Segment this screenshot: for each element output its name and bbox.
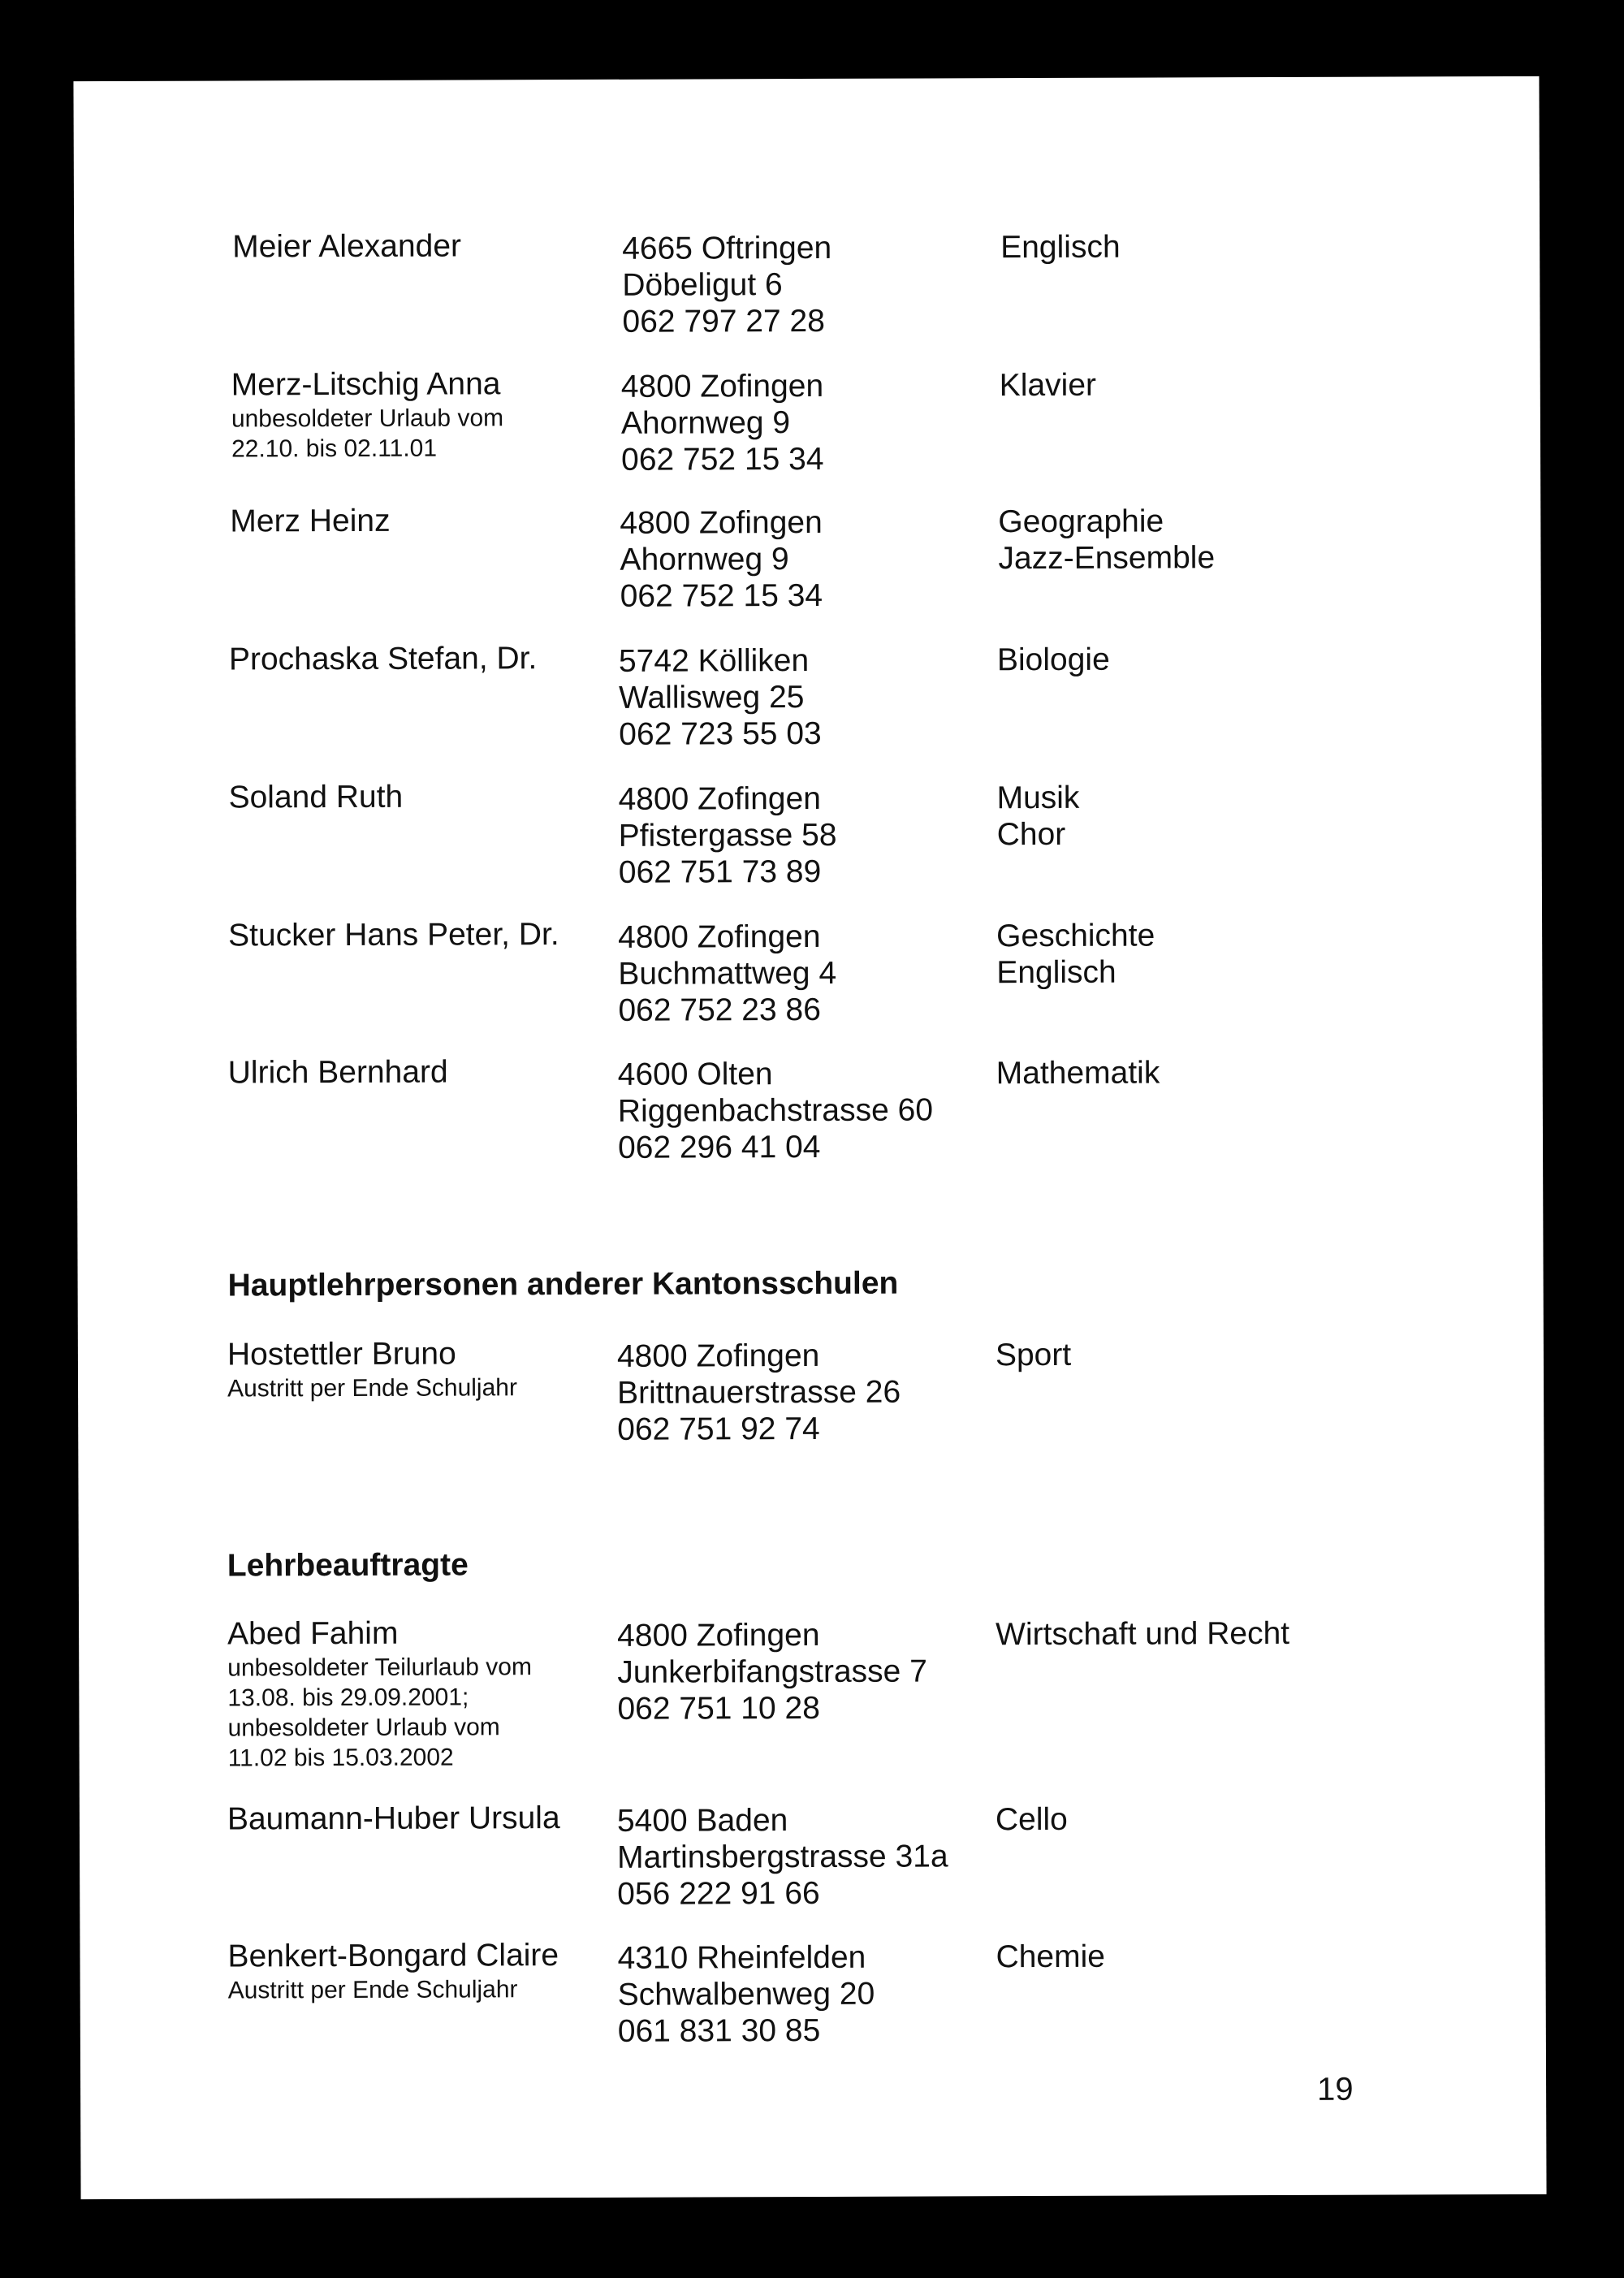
staff-note: 13.08. bis 29.09.2001; (227, 1684, 469, 1712)
document-page (73, 76, 1546, 2199)
staff-name (227, 1800, 609, 1839)
staff-name (232, 227, 614, 266)
staff-address (618, 780, 991, 891)
address-phone: 056 222 91 66 (617, 1875, 820, 1912)
address-city: 4800 Zofingen (620, 504, 823, 541)
staff-entry-merz-litschig-anna (231, 362, 1531, 497)
address-street: Brittnauerstrasse 26 (617, 1374, 901, 1411)
staff-note: unbesoldeter Urlaub vom (231, 404, 504, 433)
staff-address (618, 918, 991, 1029)
subject: Musik (996, 780, 1080, 816)
staff-subjects (998, 502, 1453, 577)
staff-name-text: Baumann-Huber Ursula (227, 1800, 560, 1837)
staff-entry-hostettler-bruno (227, 1332, 1527, 1467)
address-city: 4800 Zofingen (617, 1617, 820, 1653)
subject: Cello (995, 1801, 1068, 1838)
address-street: Martinsbergstrasse 31a (617, 1839, 948, 1875)
subject: Jazz-Ensemble (998, 540, 1216, 577)
address-city: 4600 Olten (617, 1057, 773, 1092)
staff-address (619, 642, 992, 753)
address-street: Döbeligut 6 (622, 267, 783, 303)
staff-entry-meier-alexander (232, 224, 1532, 359)
address-street: Junkerbifangstrasse 7 (617, 1653, 927, 1690)
staff-address (617, 1801, 991, 1913)
staff-note: 11.02 bis 15.03.2002 (227, 1744, 454, 1772)
address-street: Ahornweg 9 (620, 542, 789, 577)
staff-subjects (996, 1614, 1450, 1653)
address-phone: 062 751 10 28 (617, 1690, 820, 1727)
address-street: Wallisweg 25 (619, 680, 805, 715)
staff-subjects (996, 778, 1451, 853)
staff-note: Austritt per Ende Schuljahr (227, 1976, 518, 2004)
staff-name-text: Merz-Litschig Anna (231, 366, 501, 403)
address-city: 4310 Rheinfelden (617, 1939, 866, 1976)
staff-address (617, 1337, 991, 1448)
staff-entry-abed-fahim (227, 1611, 1527, 1811)
staff-note: 22.10. bis 02.11.01 (231, 434, 438, 463)
staff-entry-stucker-hans-peter (228, 913, 1528, 1048)
staff-name-text: Soland Ruth (228, 779, 404, 815)
staff-note: unbesoldeter Urlaub vom (227, 1714, 500, 1742)
staff-subjects (1000, 365, 1454, 404)
address-street: Ahornweg 9 (620, 405, 791, 441)
address-phone: 062 723 55 03 (619, 715, 822, 752)
staff-entry-merz-heinz (230, 499, 1530, 633)
staff-name-text: Meier Alexander (232, 228, 462, 265)
address-phone: 062 752 15 34 (621, 441, 824, 478)
staff-entry-prochaska-stefan (229, 637, 1529, 772)
subject: Klavier (999, 367, 1097, 404)
staff-subjects (996, 1800, 1450, 1838)
address-phone: 062 797 27 28 (622, 303, 825, 339)
subject: Mathematik (996, 1055, 1160, 1091)
staff-note: Austritt per Ende Schuljahr (227, 1374, 517, 1403)
staff-name (228, 916, 610, 955)
staff-address (618, 1055, 991, 1166)
subject: Englisch (1000, 229, 1121, 266)
staff-subjects (996, 1937, 1450, 1975)
staff-entry-benkert-bongard-claire (227, 1934, 1527, 2068)
staff-subjects (996, 1053, 1451, 1091)
staff-address (621, 367, 995, 478)
staff-subjects (996, 916, 1451, 991)
address-phone: 061 831 30 85 (617, 2012, 821, 2049)
staff-name (231, 365, 613, 465)
staff-name-text: Stucker Hans Peter, Dr. (228, 917, 559, 953)
staff-name-text: Abed Fahim (227, 1615, 399, 1652)
address-phone: 062 751 92 74 (617, 1411, 820, 1447)
subject: Chor (996, 816, 1066, 853)
address-city: 4665 Oftringen (622, 230, 832, 266)
subject: Geschichte (996, 918, 1155, 954)
address-city: 4800 Zofingen (618, 780, 821, 817)
section-heading-other-schools: Hauptlehrpersonen anderer Kantonsschulen (227, 1265, 899, 1303)
section-heading-lecturers: Lehrbeauftragte (227, 1547, 469, 1584)
staff-entry-soland-ruth (228, 775, 1528, 910)
staff-name (227, 1335, 609, 1404)
staff-subjects (996, 1335, 1450, 1373)
staff-name-text: Ulrich Bernhard (227, 1054, 448, 1091)
address-phone: 062 752 23 86 (618, 992, 821, 1028)
subject: Chemie (996, 1939, 1105, 1975)
subject: Geographie (998, 504, 1164, 540)
staff-subjects (997, 640, 1452, 678)
subject: Biologie (996, 642, 1110, 678)
address-city: 5742 Kölliken (618, 643, 810, 679)
address-city: 4800 Zofingen (616, 1338, 820, 1374)
subject: Sport (995, 1337, 1072, 1373)
address-phone: 062 751 73 89 (618, 854, 822, 890)
address-city: 5400 Baden (616, 1803, 788, 1839)
staff-name-text: Merz Heinz (230, 503, 391, 539)
address-street: Schwalbenweg 20 (617, 1976, 875, 2012)
staff-name (228, 1053, 610, 1092)
address-street: Riggenbachstrasse 60 (617, 1092, 934, 1129)
staff-name (230, 502, 611, 541)
page-number: 19 (1317, 2071, 1354, 2107)
subject: Wirtschaft und Recht (996, 1615, 1290, 1653)
staff-entry-ulrich-bernhard (228, 1050, 1528, 1185)
staff-subjects (1000, 227, 1455, 266)
staff-name (229, 640, 611, 679)
staff-name-text: Hostettler Bruno (227, 1336, 456, 1372)
staff-entry-baumann-huber-ursula (227, 1796, 1527, 1931)
address-street: Buchmattweg 4 (618, 955, 837, 992)
address-city: 4800 Zofingen (620, 368, 824, 404)
staff-address (622, 229, 996, 340)
staff-name-text: Benkert-Bongard Claire (227, 1938, 559, 1974)
staff-name (227, 1937, 609, 2006)
address-city: 4800 Zofingen (618, 919, 821, 955)
staff-address (620, 504, 993, 615)
address-phone: 062 296 41 04 (617, 1129, 821, 1165)
staff-note: unbesoldeter Teilurlaub vom (227, 1653, 533, 1682)
address-phone: 062 752 15 34 (620, 577, 823, 614)
staff-name (227, 1614, 610, 1774)
staff-name (228, 778, 610, 817)
address-street: Pfistergasse 58 (618, 817, 837, 854)
subject: Englisch (996, 954, 1116, 991)
staff-address (617, 1939, 991, 2050)
staff-address (617, 1616, 991, 1727)
staff-name-text: Prochaska Stefan, Dr. (228, 641, 538, 677)
